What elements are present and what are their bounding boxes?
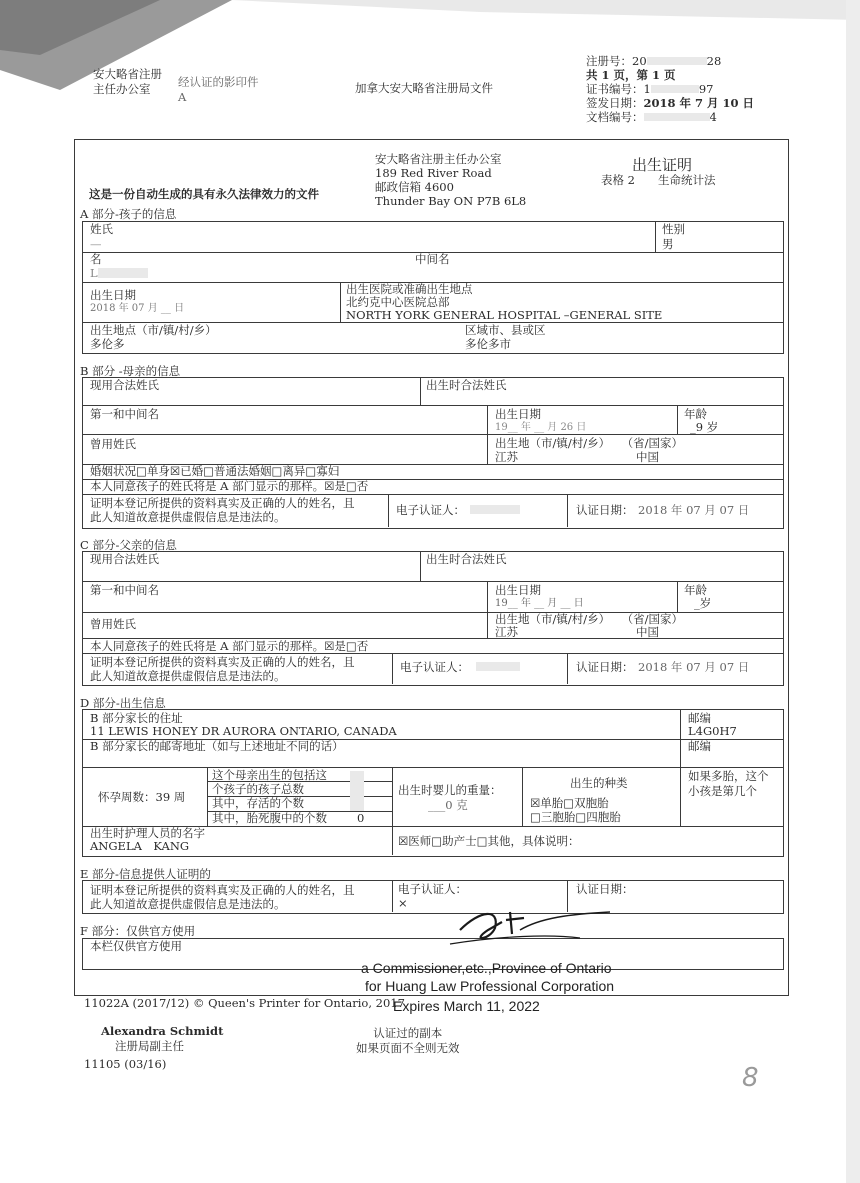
father-country-value: 中国 (636, 625, 659, 639)
informant-cert-date-label: 认证日期： (576, 882, 634, 896)
mother-age-label: 年龄 (684, 407, 707, 421)
father-birthplace-label: 出生地（市/镇/村/乡） （省/国家） (495, 612, 683, 626)
informant-declaration: 证明本登记所提供的资料真实及正确的人的姓名，且 此人知道故意提供虚假信息是违法的。 (90, 883, 355, 911)
father-declaration: 证明本登记所提供的资料真实及正确的人的姓名，且 此人知道故意提供虚假信息是违法的。 (90, 655, 355, 683)
stamp-line-1: a Commissioner,etc.,Province of Ontario (361, 960, 612, 976)
form-code-2: 11105 (03/16) (84, 1057, 167, 1071)
birth-kind-1: ☒单胎□双胞胎 (530, 796, 609, 810)
section-d-heading: D 部分-出生信息 (80, 696, 166, 710)
mother-dob-value: 19__ 年 __ 月 26 日 (495, 422, 587, 433)
father-cert-date-value: 2018 年 07 月 07 日 (638, 660, 750, 674)
father-birth-surname-label: 出生时合法姓氏 (426, 552, 507, 566)
region-label: 区域市、县或区 (465, 323, 546, 337)
marital-status: 婚姻状况□单身☒已婚□普通法婚姻□离异□寡妇 (90, 464, 340, 478)
attendant-value: ANGELA KANG (90, 839, 190, 853)
mother-e-cert: 电子认证人： (396, 503, 465, 517)
postal-code-label-2: 邮编 (688, 739, 711, 753)
section-a-heading: A 部分-孩子的信息 (80, 207, 177, 221)
parent-address-label: B 部分家长的住址 (90, 711, 183, 725)
certified-copy: 经认证的影印件 A (178, 75, 259, 104)
child-surname-label: 姓氏 (90, 222, 113, 236)
father-age-value: _岁 (694, 596, 712, 610)
region-value: 多伦多市 (465, 337, 511, 351)
father-former-label: 曾用姓氏 (90, 617, 136, 631)
hospital-zh: 北约克中心医院总部 (346, 295, 450, 309)
total-children: 这个母亲出生的包括这 个孩子的孩子总数 (212, 768, 327, 796)
multiple-birth-order: 如果多胎，这个 小孩是第几个 (688, 769, 769, 798)
father-dob-label: 出生日期 (495, 583, 541, 597)
official-use-note: 本栏仅供官方使用 (90, 939, 182, 953)
section-f-heading: F 部分：仅供官方使用 (80, 924, 196, 938)
child-given-value: L (90, 266, 98, 280)
attendant-label: 出生时护理人员的名字 (90, 826, 205, 840)
mother-birthplace-value: 江苏 (495, 450, 518, 464)
father-age-label: 年龄 (684, 583, 707, 597)
page-mark: 8 (742, 1063, 759, 1093)
postal-code-label: 邮编 (688, 711, 711, 725)
parent-address-value: 11 LEWIS HONEY DR AURORA ONTARIO, CANADA (90, 724, 397, 738)
mother-birth-surname-label: 出生时合法姓氏 (426, 378, 507, 392)
document-meta: 注册号：20 28 共 1 页，第 1 页 证书编号：1 97 签发日期：2018 年 7 月 10 日 文档编号： 4 (586, 54, 755, 124)
weight-label: 出生时婴儿的重量： (398, 783, 502, 797)
stamp-line-3: Expires March 11, 2022 (393, 998, 540, 1014)
mother-country-value: 中国 (636, 450, 659, 464)
attendant-type: ☒医师□助产士□其他，具体说明： (398, 834, 580, 848)
stillborn-count: 其中，胎死腹中的个数 (212, 811, 327, 825)
hospital-label: 出生医院或准确出生地点 (346, 282, 473, 296)
child-surname-value: — (90, 237, 102, 251)
signature (440, 900, 620, 960)
mother-age-value: _9 岁 (690, 420, 719, 434)
form-title: 出生证明 (632, 156, 693, 174)
postal-code-value: L4G0H7 (688, 724, 737, 738)
father-cur-surname-label: 现用合法姓氏 (90, 552, 159, 566)
child-dob-label: 出生日期 (90, 288, 136, 302)
weight-value: ___0 克 (428, 798, 468, 812)
father-birthplace-value: 江苏 (495, 625, 518, 639)
child-given-label: 名 (90, 252, 102, 266)
mother-cert-date-label: 认证日期： (576, 503, 634, 517)
signer-title: 注册局副主任 (115, 1039, 184, 1053)
section-e-heading: E 部分-信息提供人证明的 (80, 867, 211, 881)
father-cert-date-label: 认证日期： (576, 660, 634, 674)
office-left: 安大略省注册 主任办公室 (93, 67, 162, 96)
father-e-cert: 电子认证人： (400, 660, 469, 674)
child-dob-value: 2018 年 07 月 __ 日 (90, 303, 185, 314)
mother-consent: 本人同意孩子的姓氏将是 A 部门显示的那样。☒是□否 (90, 479, 369, 493)
mother-cert-date-value: 2018 年 07 月 07 日 (638, 503, 750, 517)
child-sex-label: 性别 (662, 222, 685, 236)
copy-note: 认证过的副本 如果页面不全则无效 (356, 1026, 460, 1055)
informant-e-cert: 电子认证人： (398, 882, 467, 896)
signer-name: Alexandra Schmidt (101, 1024, 224, 1038)
form-code: 11022A (2017/12) © Queen's Printer for Ontario, 2017 (84, 996, 405, 1010)
hospital-en: NORTH YORK GENERAL HOSPITAL –GENERAL SITE (346, 308, 663, 322)
form-number: 表格 2 生命统计法 (601, 173, 716, 187)
form-office-address: 安大略省注册主任办公室 189 Red River Road 邮政信箱 4600 Thunder Bay ON P7B 6L8 (375, 152, 527, 208)
stillborn-value: 0 (357, 811, 365, 825)
mother-birthplace-label: 出生地（市/镇/村/乡） （省/国家） (495, 436, 683, 450)
birth-kind-2: □三胞胎□四胞胎 (530, 810, 621, 824)
father-consent: 本人同意孩子的姓氏将是 A 部门显示的那样。☒是□否 (90, 639, 369, 653)
mother-cur-surname-label: 现用合法姓氏 (90, 378, 159, 392)
auto-doc-notice: 这是一份自动生成的具有永久法律效力的文件 (89, 187, 319, 201)
birthplace-value: 多伦多 (90, 337, 125, 351)
informant-e-cert-value: × (398, 896, 408, 910)
gestation-weeks: 怀孕周数：39 周 (98, 790, 186, 804)
mother-first-middle-label: 第一和中间名 (90, 407, 159, 421)
father-first-middle-label: 第一和中间名 (90, 583, 159, 597)
section-b-heading: B 部分 -母亲的信息 (80, 364, 181, 378)
child-middle-label: 中间名 (415, 252, 450, 266)
birth-kind-label: 出生的种类 (570, 776, 628, 790)
mother-declaration: 证明本登记所提供的资料真实及正确的人的姓名，且 此人知道故意提供虚假信息是违法的。 (90, 496, 355, 524)
mother-dob-label: 出生日期 (495, 407, 541, 421)
child-sex-value: 男 (662, 237, 674, 251)
mailing-address-label: B 部分家长的邮寄地址（如与上述地址不同的话） (90, 739, 344, 753)
mother-former-label: 曾用姓氏 (90, 437, 136, 451)
center-title: 加拿大安大略省注册局文件 (355, 81, 493, 95)
birthplace-label: 出生地点（市/镇/村/乡） (90, 323, 217, 337)
section-c-heading: C 部分-父亲的信息 (80, 538, 177, 552)
father-dob-value: 19__ 年 __ 月 __ 日 (495, 598, 584, 609)
stamp-line-2: for Huang Law Professional Corporation (365, 978, 615, 994)
alive-count: 其中，存活的个数 (212, 796, 304, 810)
